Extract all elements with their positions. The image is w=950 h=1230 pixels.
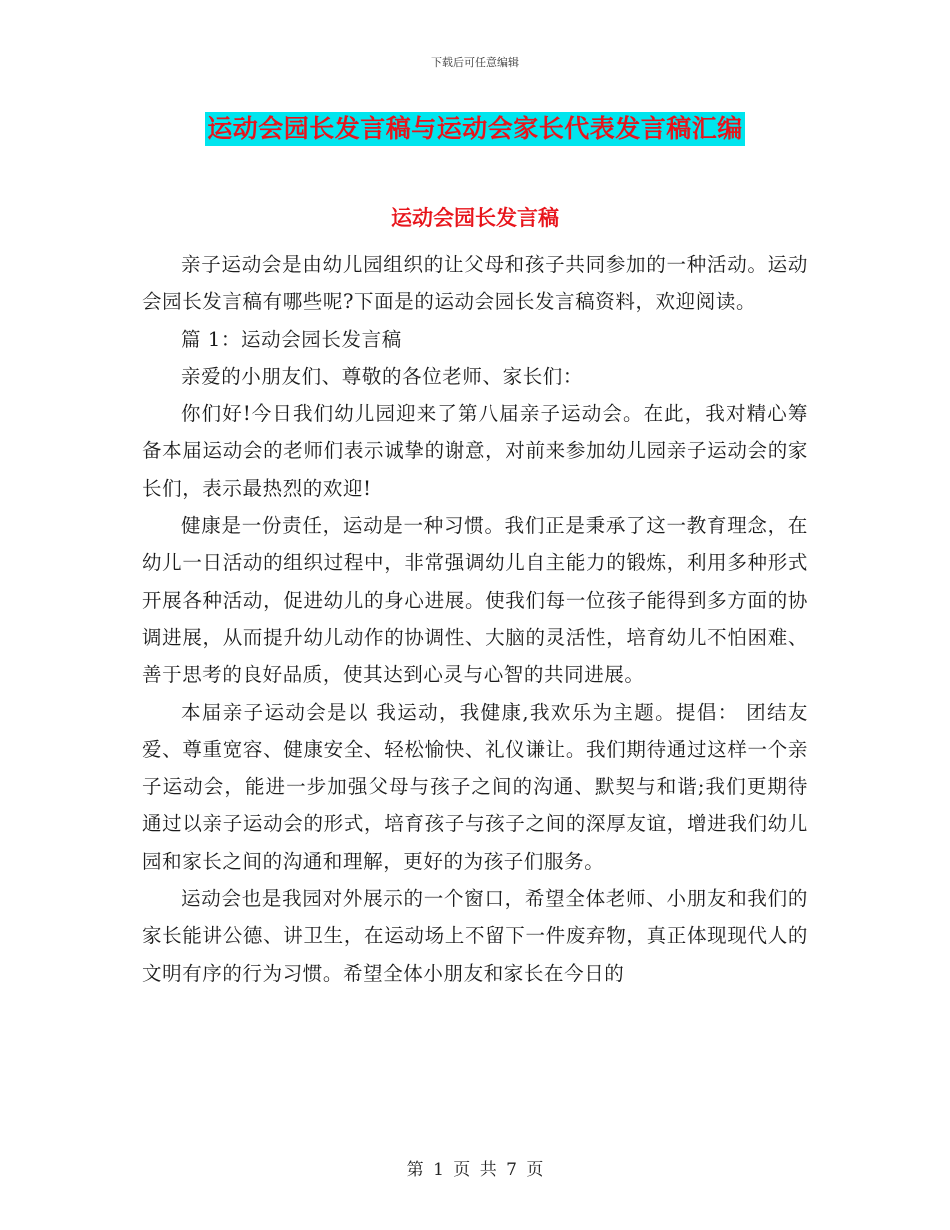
document-body [142, 246, 808, 992]
paragraph-health: 健康是一份责任，运动是一种习惯。我们正是秉承了这一教育理念，在幼儿一日活动的组织过程中，非常强调幼儿自主能力的锻炼，利用多种形式开展各种活动，促进幼儿的身心进展。使我们每一位孩子能得到多方面的协调进展，从而提升幼儿动作的协调性、大脑的灵活性，培育幼儿不怕困难、善于思考的良好品质，使其达到心灵与心智的共同进展。 [142, 514, 808, 687]
section-title: 运动会园长发言稿 [391, 206, 559, 230]
header-note: 下载后可任意编辑 [431, 56, 519, 69]
main-title-wrap [0, 112, 950, 146]
paragraph-welcome: 你们好!今日我们幼儿园迎来了第八届亲子运动会。在此，我对精心筹备本届运动会的老师们表示诚挚的谢意，对前来参加幼儿园亲子运动会的家长们，表示最热烈的欢迎! [142, 402, 808, 500]
paragraph-chapter-heading: 篇 1：运动会园长发言稿 [181, 327, 402, 351]
main-title: 运动会园长发言稿与运动会家长代表发言稿汇编 [205, 112, 745, 146]
paragraph-intro: 亲子运动会是由幼儿园组织的让父母和孩子共同参加的一种活动。运动会园长发言稿有哪些呢?下面是的运动会园长发言稿资料，欢迎阅读。 [142, 253, 808, 314]
page-footer: 第 1 页 共 7 页 [406, 1160, 544, 1180]
paragraph-theme: 本届亲子运动会是以 我运动，我健康,我欢乐为主题。提倡： 团结友爱、尊重宽容、健康安全、轻松愉快、礼仪谦让。我们期待通过这样一个亲子运动会，能进一步加强父母与孩子之间的沟通、默契与和谐;我们更期待通过以亲子运动会的形式，培育孩子与孩子之间的深厚友谊，增进我们幼儿园和家长之间的沟通和理解，更好的为孩子们服务。 [142, 700, 808, 873]
paragraph-salutation: 亲爱的小朋友们、尊敬的各位老师、家长们： [181, 364, 584, 388]
paragraph-window: 运动会也是我园对外展示的一个窗口，希望全体老师、小朋友和我们的家长能讲公德、讲卫生，在运动场上不留下一件废弃物，真正体现现代人的文明有序的行为习惯。希望全体小朋友和家长在今日的 [142, 887, 808, 985]
